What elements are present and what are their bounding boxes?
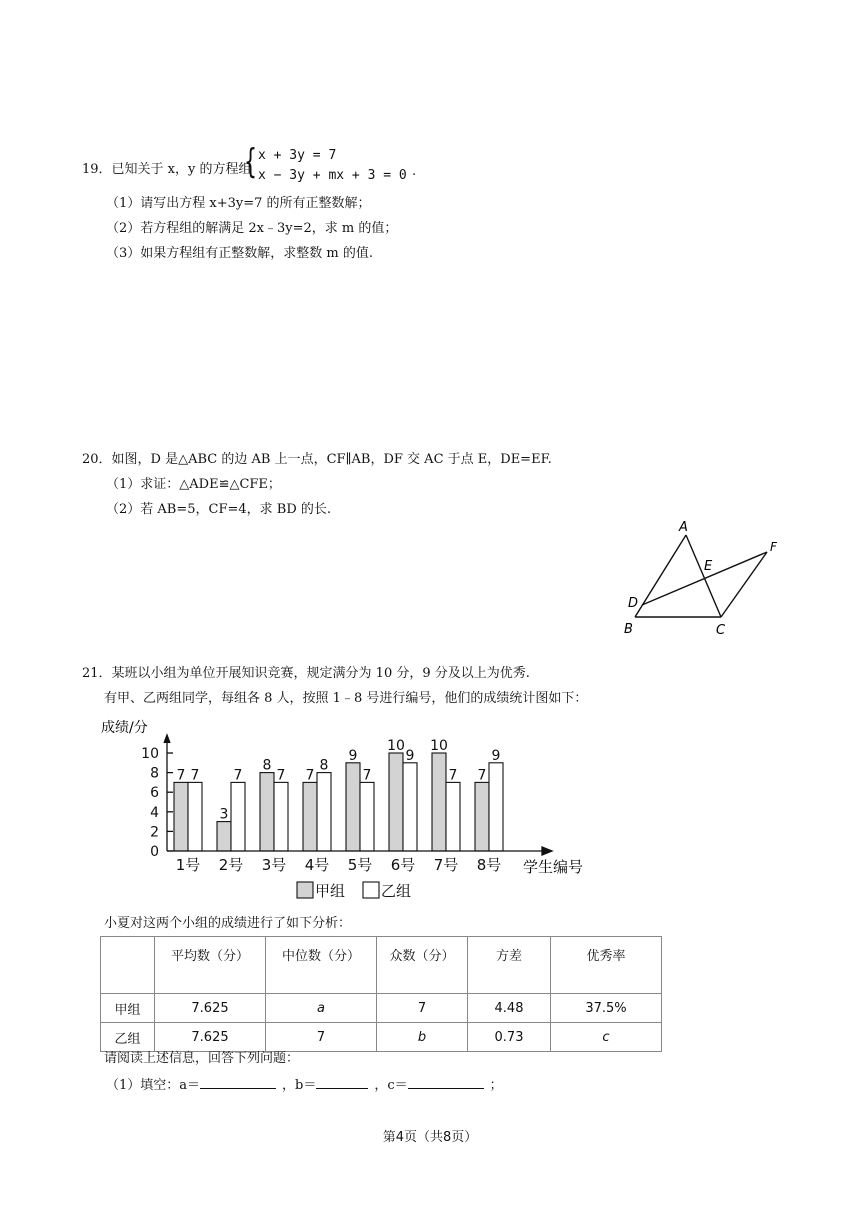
y-tick-label: 2 <box>150 824 159 841</box>
q20-geometry-figure <box>615 515 795 640</box>
table-cell: 4.48 <box>468 994 551 1023</box>
blank-c-input[interactable] <box>408 1074 484 1089</box>
bar-value-label: 7 <box>233 767 243 784</box>
y-tick-label: 10 <box>141 746 159 762</box>
x-axis-arrow <box>542 847 552 855</box>
x-tick-label: 1号 <box>175 856 201 874</box>
bar-value-label: 7 <box>176 767 186 784</box>
q19-part-1: （1）请写出方程 x+3y=7 的所有正整数解； <box>106 196 371 211</box>
bar-value-label: 7 <box>276 767 286 784</box>
table-header-row <box>101 937 662 994</box>
legend-swatch-jia <box>297 882 313 898</box>
bar-jia <box>260 773 274 851</box>
q21-stem: 21．某班以小组为单位开展知识竞赛，规定满分为 10 分，9 分及以上为优秀. <box>82 666 530 681</box>
q19-part-2: （2）若方程组的解满足 2x﹣3y=2，求 m 的值； <box>106 221 398 236</box>
y-tick-label: 4 <box>150 804 159 821</box>
bar-yi <box>403 763 417 851</box>
q19-stem: 19．已知关于 x，y 的方程组 <box>82 162 252 177</box>
bar-value-label: 8 <box>319 757 329 774</box>
legend-swatch-yi <box>363 882 379 898</box>
legend-label: 乙组 <box>381 882 412 900</box>
q20-part-1: （1）求证：△ADE≌△CFE； <box>106 477 281 492</box>
bar-jia <box>475 782 489 851</box>
bar-value-label: 7 <box>477 767 487 784</box>
x-axis-label: 学生编号 <box>523 858 584 876</box>
y-tick-label: 0 <box>150 844 159 860</box>
fill-b-label: ，b＝ <box>282 1078 317 1093</box>
q21-stem-2: 有甲、乙两组同学，每组各 8 人，按照 1﹣8 号进行编号，他们的成绩统计图如下： <box>104 691 588 706</box>
x-tick-label: 2号 <box>218 856 244 874</box>
score-bar-chart <box>95 712 605 907</box>
label-a: A <box>679 520 688 535</box>
legend-label: 甲组 <box>315 882 346 900</box>
label-e: E <box>704 559 713 574</box>
table-row <box>101 1023 662 1052</box>
page-footer: 第4页（共8页） <box>382 1130 478 1145</box>
x-tick-label: 7号 <box>433 856 459 874</box>
segment-ac <box>686 535 721 617</box>
y-axis-arrow <box>164 735 170 743</box>
bar-value-label: 7 <box>362 767 372 784</box>
q20-part-2: （2）若 AB=5，CF=4，求 BD 的长. <box>106 502 332 517</box>
table-header-cell: 中位数（分） <box>266 937 377 994</box>
table-cell: 7.625 <box>155 994 266 1023</box>
table-cell: a <box>266 994 377 1023</box>
q21-prompt: 请阅读上述信息，回答下列问题： <box>104 1051 300 1066</box>
blank-b-input[interactable] <box>316 1074 368 1089</box>
bar-yi <box>360 782 374 851</box>
x-tick-label: 8号 <box>476 856 502 874</box>
label-c: C <box>716 623 726 638</box>
bar-value-label: 7 <box>448 767 458 784</box>
analysis-table <box>100 936 662 1052</box>
bar-value-label: 3 <box>219 806 229 823</box>
bar-yi <box>231 782 245 851</box>
table-row <box>101 994 662 1023</box>
fill-label: （1）填空： <box>106 1078 180 1093</box>
table-cell: 7.625 <box>155 1023 266 1052</box>
bar-jia <box>389 753 403 851</box>
q19-equation-tail: . <box>412 164 417 179</box>
x-tick-label: 3号 <box>261 856 287 874</box>
bar-yi <box>489 763 503 851</box>
fill-end: ； <box>489 1078 503 1093</box>
table-cell: 7 <box>266 1023 377 1052</box>
bar-value-label: 8 <box>262 757 272 774</box>
q21-analysis-intro: 小夏对这两个小组的成绩进行了如下分析： <box>104 916 352 931</box>
table-cell: c <box>551 1023 662 1052</box>
bar-yi <box>188 782 202 851</box>
table-cell: 乙组 <box>101 1023 155 1052</box>
table-cell: 0.73 <box>468 1023 551 1052</box>
label-b: B <box>624 622 633 637</box>
x-tick-label: 6号 <box>390 856 416 874</box>
bar-value-label: 9 <box>405 747 415 764</box>
x-tick-label: 4号 <box>304 856 330 874</box>
bar-value-label: 9 <box>348 747 358 764</box>
table-header-cell: 平均数（分） <box>155 937 266 994</box>
q19-equation-1: x + 3y = 7 <box>258 148 337 163</box>
bar-jia <box>217 822 231 851</box>
q19-part-3: （3）如果方程组有正整数解，求整数 m 的值. <box>106 246 373 261</box>
bar-jia <box>432 753 446 851</box>
bar-jia <box>346 763 360 851</box>
x-tick-label: 5号 <box>347 856 373 874</box>
brace-icon: { <box>244 142 257 182</box>
q20-stem: 20．如图，D 是△ABC 的边 AB 上一点，CF∥AB，DF 交 AC 于点 E，DE=EF. <box>82 452 552 467</box>
y-axis-label: 成绩/分 <box>101 720 148 736</box>
table-header-cell: 众数（分） <box>377 937 468 994</box>
table-cell: 7 <box>377 994 468 1023</box>
table-header-cell: 优秀率 <box>551 937 662 994</box>
bar-yi <box>446 782 460 851</box>
y-tick-label: 6 <box>150 785 159 802</box>
table-header-cell: 方差 <box>468 937 551 994</box>
bar-jia <box>174 782 188 851</box>
table-header-cell <box>101 937 155 994</box>
q21-fill-line <box>106 1074 503 1096</box>
fill-a-label: a＝ <box>179 1078 201 1093</box>
label-d: D <box>628 596 639 611</box>
fill-c-label: ，c＝ <box>374 1078 408 1093</box>
bar-value-label: 10 <box>387 738 405 754</box>
y-tick-label: 8 <box>150 765 159 782</box>
bar-value-label: 10 <box>430 738 448 754</box>
bar-value-label: 7 <box>305 767 315 784</box>
label-f: F <box>770 540 777 554</box>
bar-value-label: 9 <box>491 747 501 764</box>
q19-equation-2: x − 3y + mx + 3 = 0 <box>258 168 407 183</box>
bar-jia <box>303 782 317 851</box>
table-cell: b <box>377 1023 468 1052</box>
bar-yi <box>317 773 331 851</box>
table-cell: 37.5% <box>551 994 662 1023</box>
blank-a-input[interactable] <box>200 1074 276 1089</box>
table-cell: 甲组 <box>101 994 155 1023</box>
bar-value-label: 7 <box>190 767 200 784</box>
bar-yi <box>274 782 288 851</box>
